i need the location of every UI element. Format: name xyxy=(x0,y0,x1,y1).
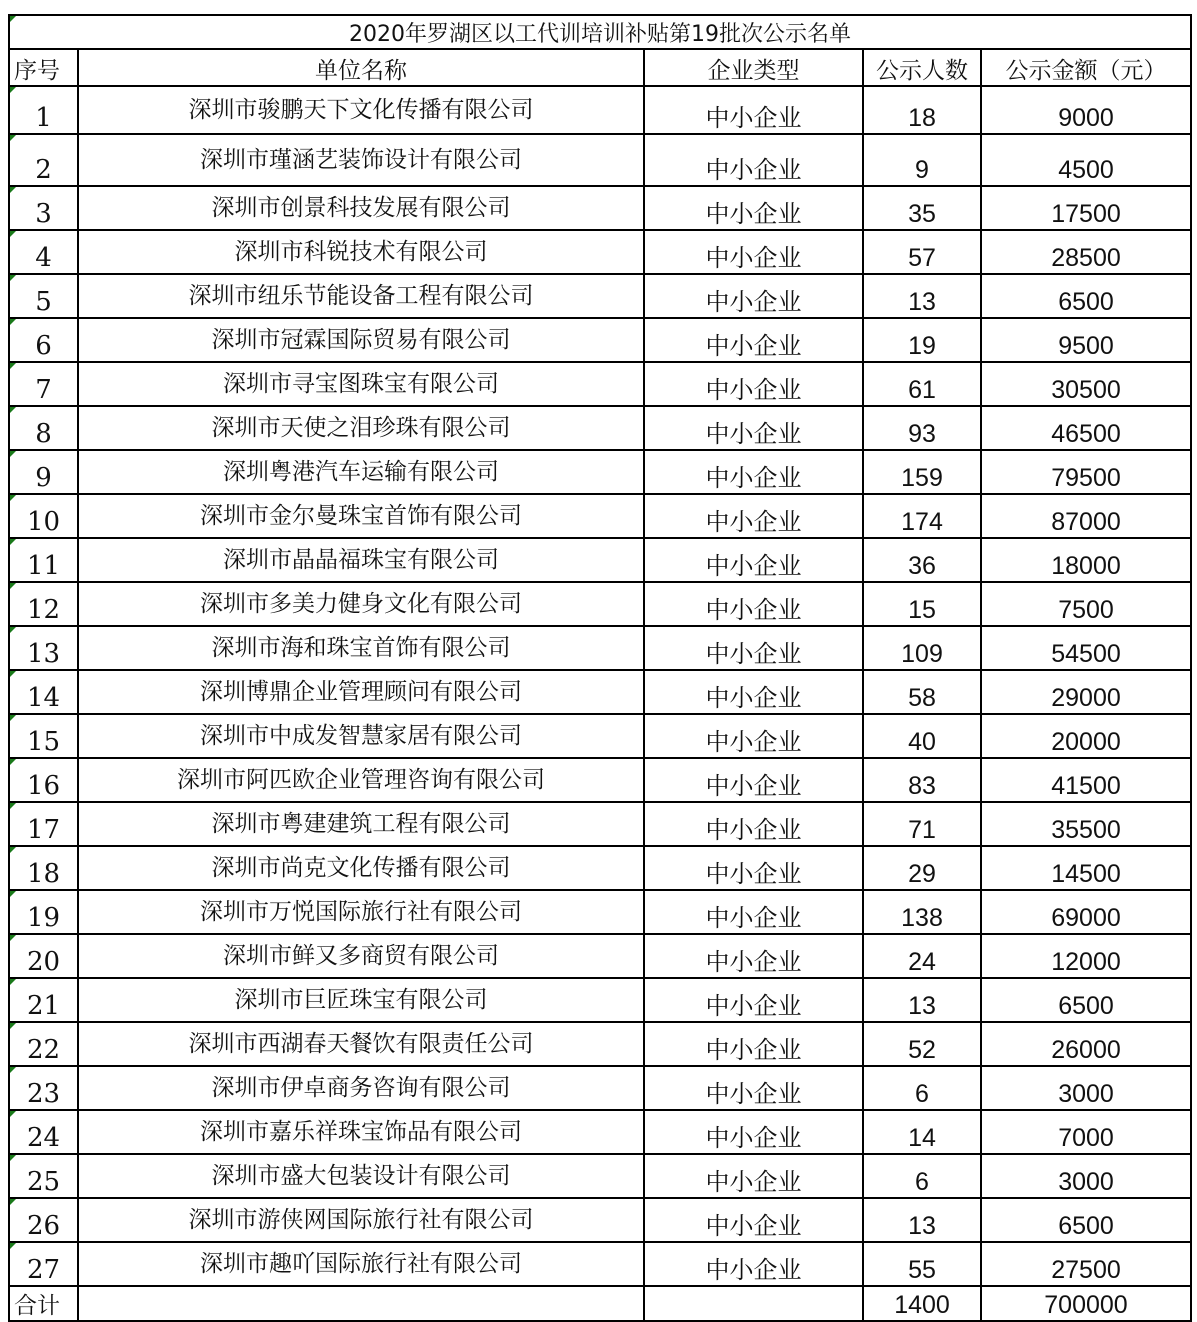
cell-count: 55 xyxy=(863,1242,981,1286)
cell-enterprise-type: 中小企业 xyxy=(644,1022,863,1066)
cell-enterprise-type: 中小企业 xyxy=(644,230,863,274)
table-row xyxy=(9,362,1191,406)
cell-count: 36 xyxy=(863,538,981,582)
table-row xyxy=(9,1198,1191,1242)
cell-company-name: 深圳市骏鹏天下文化传播有限公司 xyxy=(78,86,644,134)
cell-amount: 20000 xyxy=(981,714,1191,758)
cell-enterprise-type: 中小企业 xyxy=(644,582,863,626)
cell-seq: 10 xyxy=(9,494,78,538)
cell-enterprise-type: 中小企业 xyxy=(644,1110,863,1154)
cell-amount: 9500 xyxy=(981,318,1191,362)
total-amount: 700000 xyxy=(981,1286,1191,1321)
cell-amount: 26000 xyxy=(981,1022,1191,1066)
cell-company-name: 深圳粤港汽车运输有限公司 xyxy=(78,450,644,494)
cell-company-name: 深圳市寻宝图珠宝有限公司 xyxy=(78,362,644,406)
cell-count: 61 xyxy=(863,362,981,406)
total-label: 合计 xyxy=(9,1286,78,1321)
cell-amount: 54500 xyxy=(981,626,1191,670)
cell-count: 58 xyxy=(863,670,981,714)
cell-company-name: 深圳市晶晶福珠宝有限公司 xyxy=(78,538,644,582)
table-row xyxy=(9,1110,1191,1154)
header-count: 公示人数 xyxy=(863,49,981,86)
cell-seq: 21 xyxy=(9,978,78,1022)
cell-company-name: 深圳市中成发智慧家居有限公司 xyxy=(78,714,644,758)
cell-company-name: 深圳市创景科技发展有限公司 xyxy=(78,186,644,230)
cell-count: 109 xyxy=(863,626,981,670)
table-row xyxy=(9,538,1191,582)
cell-seq: 3 xyxy=(9,186,78,230)
cell-enterprise-type: 中小企业 xyxy=(644,538,863,582)
table-row xyxy=(9,186,1191,230)
total-count: 1400 xyxy=(863,1286,981,1321)
cell-company-name: 深圳市伊卓商务咨询有限公司 xyxy=(78,1066,644,1110)
cell-seq: 11 xyxy=(9,538,78,582)
table-row xyxy=(9,1242,1191,1286)
cell-seq: 14 xyxy=(9,670,78,714)
cell-amount: 69000 xyxy=(981,890,1191,934)
table-row xyxy=(9,318,1191,362)
cell-count: 93 xyxy=(863,406,981,450)
cell-enterprise-type: 中小企业 xyxy=(644,494,863,538)
cell-amount: 28500 xyxy=(981,230,1191,274)
cell-seq: 5 xyxy=(9,274,78,318)
cell-enterprise-type: 中小企业 xyxy=(644,934,863,978)
cell-count: 35 xyxy=(863,186,981,230)
cell-count: 9 xyxy=(863,134,981,186)
cell-enterprise-type: 中小企业 xyxy=(644,362,863,406)
table-row xyxy=(9,934,1191,978)
cell-count: 19 xyxy=(863,318,981,362)
cell-enterprise-type: 中小企业 xyxy=(644,670,863,714)
cell-amount: 79500 xyxy=(981,450,1191,494)
cell-seq: 25 xyxy=(9,1154,78,1198)
cell-amount: 17500 xyxy=(981,186,1191,230)
cell-seq: 26 xyxy=(9,1198,78,1242)
cell-seq: 27 xyxy=(9,1242,78,1286)
cell-seq: 18 xyxy=(9,846,78,890)
cell-company-name: 深圳市万悦国际旅行社有限公司 xyxy=(78,890,644,934)
cell-amount: 7000 xyxy=(981,1110,1191,1154)
cell-count: 71 xyxy=(863,802,981,846)
cell-company-name: 深圳市盛大包装设计有限公司 xyxy=(78,1154,644,1198)
table-row xyxy=(9,846,1191,890)
cell-seq: 23 xyxy=(9,1066,78,1110)
cell-seq: 24 xyxy=(9,1110,78,1154)
cell-amount: 35500 xyxy=(981,802,1191,846)
cell-count: 14 xyxy=(863,1110,981,1154)
table-row xyxy=(9,582,1191,626)
cell-enterprise-type: 中小企业 xyxy=(644,318,863,362)
cell-company-name: 深圳市科锐技术有限公司 xyxy=(78,230,644,274)
cell-company-name: 深圳市瑾涵艺装饰设计有限公司 xyxy=(78,134,644,186)
cell-amount: 9000 xyxy=(981,86,1191,134)
cell-enterprise-type: 中小企业 xyxy=(644,978,863,1022)
cell-amount: 30500 xyxy=(981,362,1191,406)
cell-enterprise-type: 中小企业 xyxy=(644,626,863,670)
cell-company-name: 深圳市阿匹欧企业管理咨询有限公司 xyxy=(78,758,644,802)
table-row xyxy=(9,802,1191,846)
cell-company-name: 深圳市多美力健身文化有限公司 xyxy=(78,582,644,626)
cell-company-name: 深圳市海和珠宝首饰有限公司 xyxy=(78,626,644,670)
cell-amount: 7500 xyxy=(981,582,1191,626)
table-row xyxy=(9,86,1191,134)
cell-count: 40 xyxy=(863,714,981,758)
table-row xyxy=(9,670,1191,714)
cell-amount: 29000 xyxy=(981,670,1191,714)
cell-count: 15 xyxy=(863,582,981,626)
cell-seq: 1 xyxy=(9,86,78,134)
table-row xyxy=(9,230,1191,274)
table-row xyxy=(9,890,1191,934)
cell-enterprise-type: 中小企业 xyxy=(644,450,863,494)
cell-company-name: 深圳市天使之泪珍珠有限公司 xyxy=(78,406,644,450)
cell-company-name: 深圳市尚克文化传播有限公司 xyxy=(78,846,644,890)
title-row xyxy=(9,15,1191,49)
cell-enterprise-type: 中小企业 xyxy=(644,1066,863,1110)
cell-count: 13 xyxy=(863,1198,981,1242)
cell-seq: 17 xyxy=(9,802,78,846)
cell-amount: 4500 xyxy=(981,134,1191,186)
cell-enterprise-type: 中小企业 xyxy=(644,186,863,230)
cell-seq: 16 xyxy=(9,758,78,802)
cell-amount: 18000 xyxy=(981,538,1191,582)
cell-company-name: 深圳市纽乐节能设备工程有限公司 xyxy=(78,274,644,318)
cell-seq: 9 xyxy=(9,450,78,494)
cell-seq: 20 xyxy=(9,934,78,978)
cell-count: 13 xyxy=(863,274,981,318)
table-title: 2020年罗湖区以工代训培训补贴第19批次公示名单 xyxy=(9,15,1191,49)
cell-seq: 13 xyxy=(9,626,78,670)
cell-seq: 19 xyxy=(9,890,78,934)
cell-count: 6 xyxy=(863,1066,981,1110)
cell-count: 83 xyxy=(863,758,981,802)
cell-count: 57 xyxy=(863,230,981,274)
cell-count: 29 xyxy=(863,846,981,890)
cell-empty xyxy=(78,1286,644,1321)
cell-company-name: 深圳博鼎企业管理顾问有限公司 xyxy=(78,670,644,714)
cell-company-name: 深圳市游侠网国际旅行社有限公司 xyxy=(78,1198,644,1242)
cell-count: 52 xyxy=(863,1022,981,1066)
cell-seq: 22 xyxy=(9,1022,78,1066)
cell-amount: 6500 xyxy=(981,978,1191,1022)
cell-amount: 14500 xyxy=(981,846,1191,890)
cell-amount: 27500 xyxy=(981,1242,1191,1286)
cell-seq: 6 xyxy=(9,318,78,362)
cell-count: 18 xyxy=(863,86,981,134)
cell-amount: 3000 xyxy=(981,1154,1191,1198)
header-seq: 序号 xyxy=(9,49,78,86)
cell-seq: 4 xyxy=(9,230,78,274)
cell-count: 159 xyxy=(863,450,981,494)
table-row xyxy=(9,274,1191,318)
cell-amount: 3000 xyxy=(981,1066,1191,1110)
cell-company-name: 深圳市冠霖国际贸易有限公司 xyxy=(78,318,644,362)
header-name: 单位名称 xyxy=(78,49,644,86)
table-row xyxy=(9,1022,1191,1066)
table-row xyxy=(9,406,1191,450)
cell-seq: 2 xyxy=(9,134,78,186)
cell-enterprise-type: 中小企业 xyxy=(644,1154,863,1198)
cell-count: 174 xyxy=(863,494,981,538)
cell-company-name: 深圳市西湖春天餐饮有限责任公司 xyxy=(78,1022,644,1066)
cell-company-name: 深圳市趣吖国际旅行社有限公司 xyxy=(78,1242,644,1286)
cell-seq: 15 xyxy=(9,714,78,758)
cell-amount: 87000 xyxy=(981,494,1191,538)
cell-amount: 12000 xyxy=(981,934,1191,978)
header-type: 企业类型 xyxy=(644,49,863,86)
cell-enterprise-type: 中小企业 xyxy=(644,274,863,318)
table-row xyxy=(9,494,1191,538)
cell-enterprise-type: 中小企业 xyxy=(644,1242,863,1286)
cell-count: 138 xyxy=(863,890,981,934)
table-row xyxy=(9,758,1191,802)
cell-seq: 7 xyxy=(9,362,78,406)
total-row xyxy=(9,1286,1191,1321)
cell-enterprise-type: 中小企业 xyxy=(644,406,863,450)
cell-company-name: 深圳市巨匠珠宝有限公司 xyxy=(78,978,644,1022)
cell-enterprise-type: 中小企业 xyxy=(644,890,863,934)
table-row xyxy=(9,450,1191,494)
cell-enterprise-type: 中小企业 xyxy=(644,758,863,802)
cell-seq: 12 xyxy=(9,582,78,626)
cell-empty xyxy=(644,1286,863,1321)
header-amount: 公示金额（元） xyxy=(981,49,1191,86)
cell-company-name: 深圳市鲜又多商贸有限公司 xyxy=(78,934,644,978)
cell-company-name: 深圳市金尔曼珠宝首饰有限公司 xyxy=(78,494,644,538)
cell-enterprise-type: 中小企业 xyxy=(644,86,863,134)
cell-amount: 46500 xyxy=(981,406,1191,450)
table-row xyxy=(9,1154,1191,1198)
cell-amount: 6500 xyxy=(981,274,1191,318)
table-row xyxy=(9,134,1191,186)
cell-enterprise-type: 中小企业 xyxy=(644,846,863,890)
cell-seq: 8 xyxy=(9,406,78,450)
cell-count: 24 xyxy=(863,934,981,978)
header-row xyxy=(9,49,1191,86)
cell-count: 6 xyxy=(863,1154,981,1198)
table-row xyxy=(9,714,1191,758)
table-row xyxy=(9,978,1191,1022)
cell-enterprise-type: 中小企业 xyxy=(644,714,863,758)
cell-amount: 6500 xyxy=(981,1198,1191,1242)
cell-amount: 41500 xyxy=(981,758,1191,802)
table-row xyxy=(9,1066,1191,1110)
cell-count: 13 xyxy=(863,978,981,1022)
cell-company-name: 深圳市粤建建筑工程有限公司 xyxy=(78,802,644,846)
cell-enterprise-type: 中小企业 xyxy=(644,134,863,186)
cell-enterprise-type: 中小企业 xyxy=(644,1198,863,1242)
cell-enterprise-type: 中小企业 xyxy=(644,802,863,846)
cell-company-name: 深圳市嘉乐祥珠宝饰品有限公司 xyxy=(78,1110,644,1154)
subsidy-list-table xyxy=(8,14,1192,1322)
table-row xyxy=(9,626,1191,670)
